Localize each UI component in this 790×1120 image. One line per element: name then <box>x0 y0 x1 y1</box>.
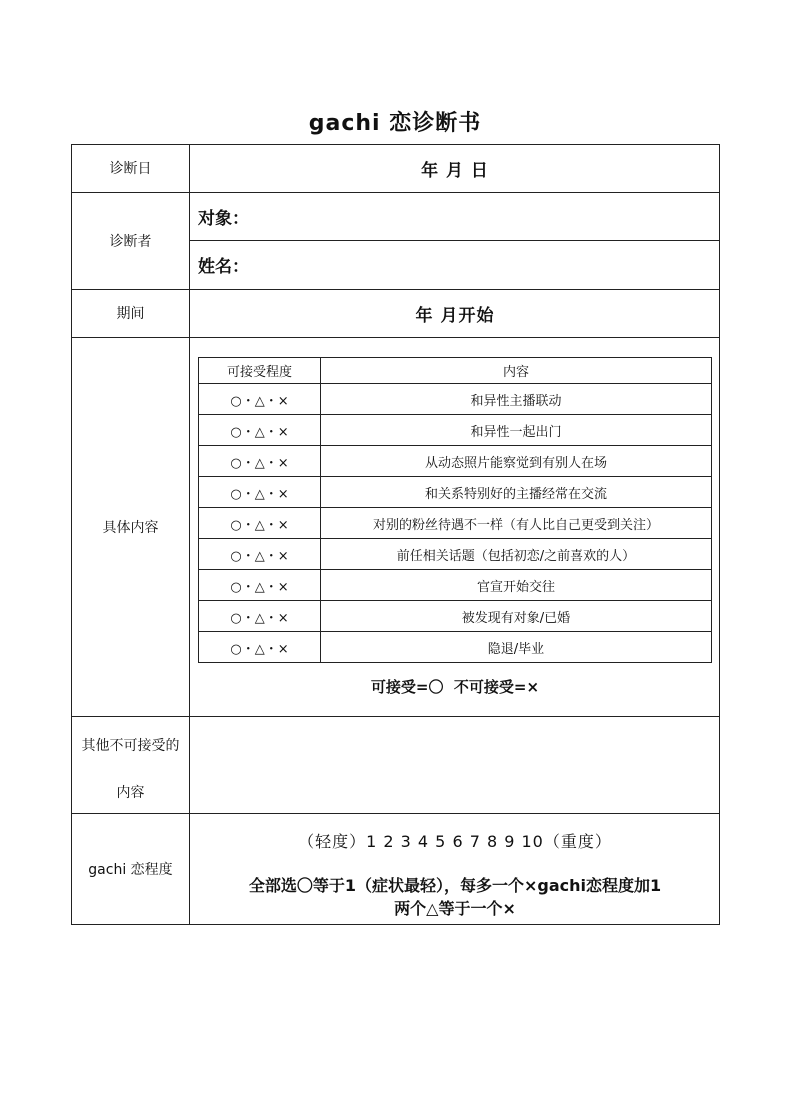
item-content: 和关系特别好的主播经常在交流 <box>321 477 712 508</box>
diagnoser-label: 诊断者 <box>109 233 152 250</box>
degree-notes <box>191 874 719 920</box>
acceptance-legend: 可接受=〇 不可接受=× <box>370 678 540 696</box>
table-row <box>199 632 712 663</box>
table-row <box>199 415 712 446</box>
header-content: 内容 <box>321 358 712 384</box>
item-content: 和异性主播联动 <box>321 384 712 415</box>
acceptance-options[interactable]: ○・△・× <box>199 384 321 415</box>
degree-scale[interactable]: （轻度）1 2 3 4 5 6 7 8 9 10（重度） <box>298 832 612 851</box>
item-content: 和异性一起出门 <box>321 415 712 446</box>
other-label <box>71 716 190 813</box>
table-row <box>199 446 712 477</box>
acceptance-options[interactable]: ○・△・× <box>199 539 321 570</box>
item-content: 被发现有对象/已婚 <box>321 601 712 632</box>
acceptance-options[interactable]: ○・△・× <box>199 601 321 632</box>
table-row <box>199 601 712 632</box>
degree-note-line1: 全部选〇等于1（症状最轻），每多一个×gachi恋程度加1 <box>248 876 662 895</box>
other-content-field[interactable] <box>190 717 720 813</box>
name-field[interactable]: 姓名： <box>198 257 249 277</box>
table-row <box>199 384 712 415</box>
date-value-field[interactable]: 年 月 日 <box>421 160 489 181</box>
acceptance-options[interactable]: ○・△・× <box>199 508 321 539</box>
period-value-field[interactable]: 年 月开始 <box>415 305 495 326</box>
details-label: 具体内容 <box>102 519 159 536</box>
degree-label: gachi 恋程度 <box>88 862 173 878</box>
acceptance-table <box>198 357 712 663</box>
item-content: 前任相关话题（包括初恋/之前喜欢的人） <box>321 539 712 570</box>
target-field[interactable]: 对象： <box>198 208 249 229</box>
table-row <box>199 508 712 539</box>
item-content: 官宣开始交往 <box>321 570 712 601</box>
date-label: 诊断日 <box>109 161 152 177</box>
table-header-row <box>199 358 712 384</box>
degree-note-line2: 两个△等于一个× <box>394 899 516 918</box>
acceptance-options[interactable]: ○・△・× <box>199 477 321 508</box>
item-content: 隐退/毕业 <box>321 632 712 663</box>
acceptance-options[interactable]: ○・△・× <box>199 415 321 446</box>
table-row <box>199 570 712 601</box>
item-content: 对别的粉丝待遇不一样（有人比自己更受到关注） <box>321 508 712 539</box>
other-label-line2: 内容 <box>116 785 145 801</box>
page-title: gachi 恋诊断书 <box>308 111 482 136</box>
acceptance-options[interactable]: ○・△・× <box>199 632 321 663</box>
header-acceptance: 可接受程度 <box>199 358 321 384</box>
table-row <box>199 539 712 570</box>
table-row <box>199 477 712 508</box>
acceptance-options[interactable]: ○・△・× <box>199 570 321 601</box>
acceptance-options[interactable]: ○・△・× <box>199 446 321 477</box>
other-label-line1: 其他不可接受的 <box>81 738 180 754</box>
item-content: 从动态照片能察觉到有别人在场 <box>321 446 712 477</box>
period-label: 期间 <box>116 306 145 322</box>
